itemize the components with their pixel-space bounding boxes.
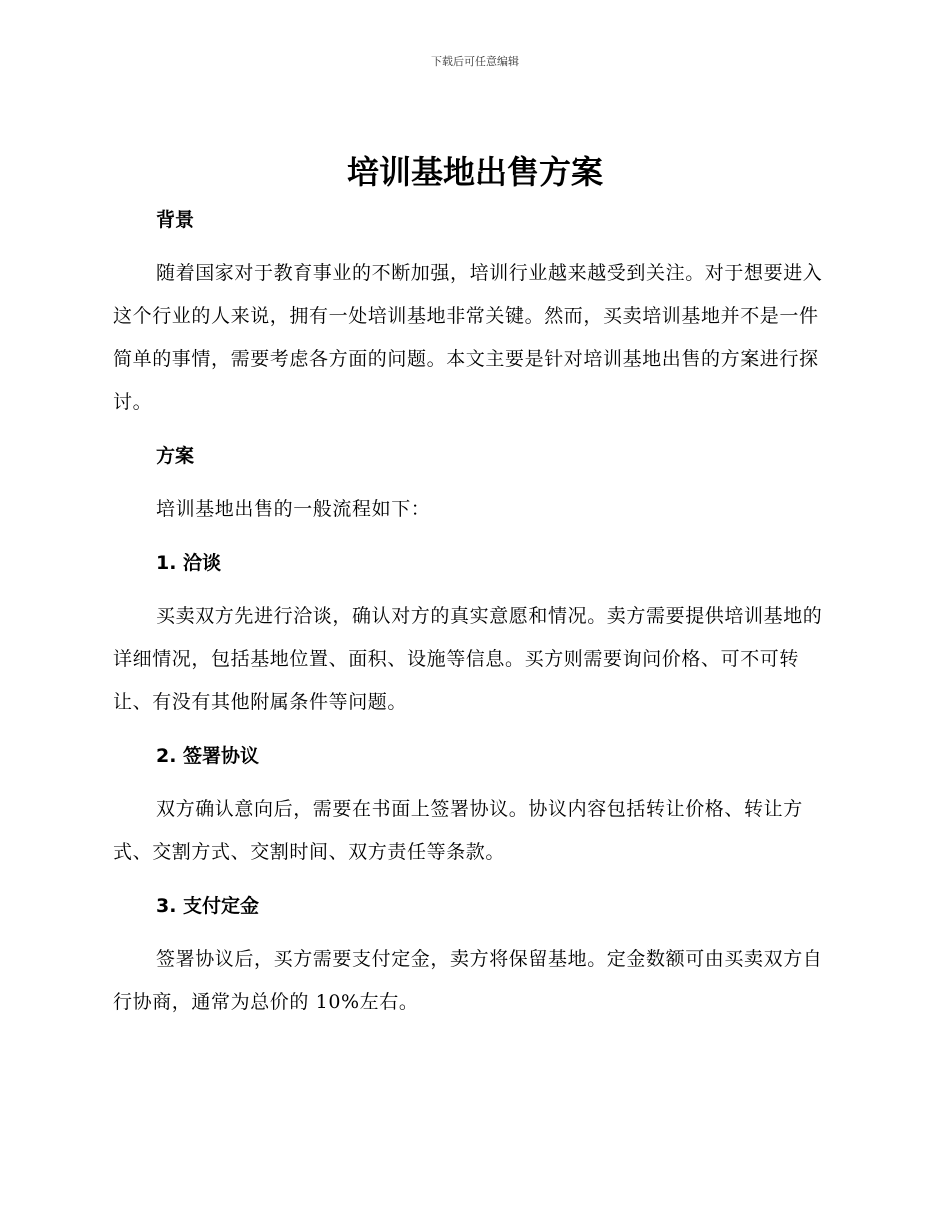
section-heading-background: 背景 bbox=[156, 209, 195, 231]
section-heading-step-1: 1. 洽谈 bbox=[156, 552, 222, 574]
section-step-1 bbox=[113, 541, 830, 724]
paragraph-step-1: 买卖双方先进行洽谈，确认对方的真实意愿和情况。卖方需要提供培训基地的详细情况，包括基地位置、面积、设施等信息。买方则需要询问价格、可不可转让、有没有其他附属条件等问题。 bbox=[113, 605, 823, 713]
section-heading-step-3: 3. 支付定金 bbox=[156, 895, 260, 917]
paragraph-step-3: 签署协议后，买方需要支付定金，卖方将保留基地。定金数额可由买卖双方自行协商，通常为总价的 10%左右。 bbox=[113, 948, 823, 1013]
paragraph-plan-intro: 培训基地出售的一般流程如下： bbox=[156, 498, 431, 520]
section-step-2 bbox=[113, 734, 830, 874]
paragraph-step-2: 双方确认意向后，需要在书面上签署协议。协议内容包括转让价格、转让方式、交割方式、交割时间、双方责任等条款。 bbox=[113, 798, 803, 863]
section-step-3 bbox=[113, 884, 830, 1024]
header-note: 下载后可任意编辑 bbox=[431, 55, 519, 68]
paragraph-background: 随着国家对于教育事业的不断加强，培训行业越来越受到关注。对于想要进入这个行业的人来说，拥有一处培训基地非常关键。然而，买卖培训基地并不是一件简单的事情，需要考虑各方面的问题。本文主要是针对培训基地出售的方案进行探讨。 bbox=[113, 262, 823, 413]
document-body bbox=[113, 198, 830, 1024]
section-heading-step-2: 2. 签署协议 bbox=[156, 745, 260, 767]
section-plan bbox=[113, 434, 830, 531]
section-heading-plan: 方案 bbox=[156, 445, 195, 467]
section-background bbox=[113, 198, 830, 424]
document-title: 培训基地出售方案 bbox=[346, 153, 603, 191]
